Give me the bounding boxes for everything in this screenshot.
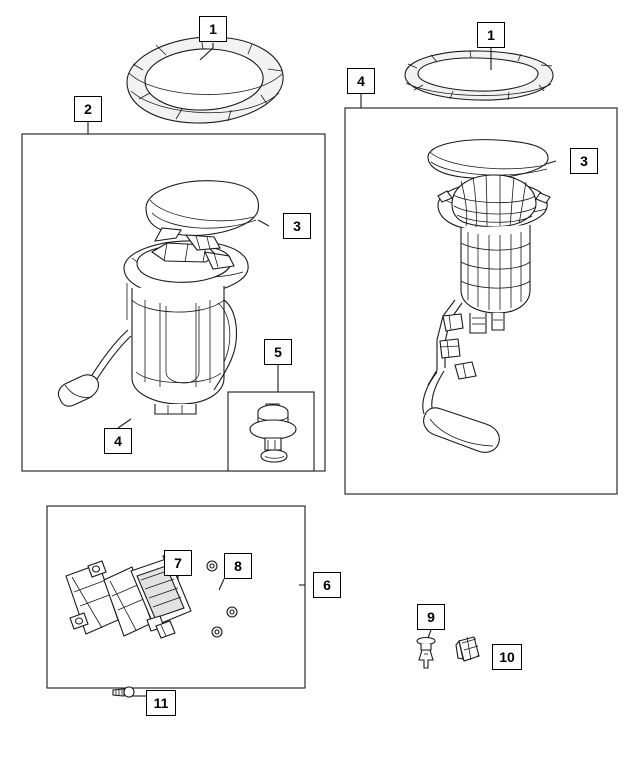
callout-2[interactable] <box>74 96 102 122</box>
callout-11[interactable] <box>146 690 176 716</box>
callout-8[interactable] <box>224 553 252 579</box>
part-retainer-clip <box>456 637 479 661</box>
callout-3-left[interactable] <box>283 213 311 239</box>
callout-label: 2 <box>84 101 92 117</box>
callout-5[interactable] <box>264 339 292 365</box>
part-push-pin <box>417 638 435 669</box>
callout-4-panel[interactable] <box>347 68 375 94</box>
callout-label: 5 <box>274 344 282 360</box>
callout-label: 4 <box>114 433 122 449</box>
part-lock-ring-left <box>127 37 283 123</box>
part-seal-oring-right <box>428 140 548 179</box>
callout-label: 6 <box>323 577 331 593</box>
callout-6[interactable] <box>313 572 341 598</box>
callout-label: 4 <box>357 73 365 89</box>
callout-label: 3 <box>580 153 588 169</box>
callout-9[interactable] <box>417 604 445 630</box>
callout-label: 1 <box>209 21 217 37</box>
callout-3-right[interactable] <box>570 148 598 174</box>
callout-label: 9 <box>427 609 435 625</box>
callout-label: 7 <box>174 555 182 571</box>
callout-7[interactable] <box>164 550 192 576</box>
callout-label: 10 <box>499 649 515 665</box>
callout-label: 8 <box>234 558 242 574</box>
callout-1-right[interactable] <box>477 22 505 48</box>
part-lock-ring-right <box>405 51 553 100</box>
callout-10[interactable] <box>492 644 522 670</box>
callout-1-left[interactable] <box>199 16 227 42</box>
callout-label: 3 <box>293 218 301 234</box>
callout-4-sender[interactable] <box>104 428 132 454</box>
callout-label: 11 <box>153 695 169 711</box>
callout-label: 1 <box>487 27 495 43</box>
